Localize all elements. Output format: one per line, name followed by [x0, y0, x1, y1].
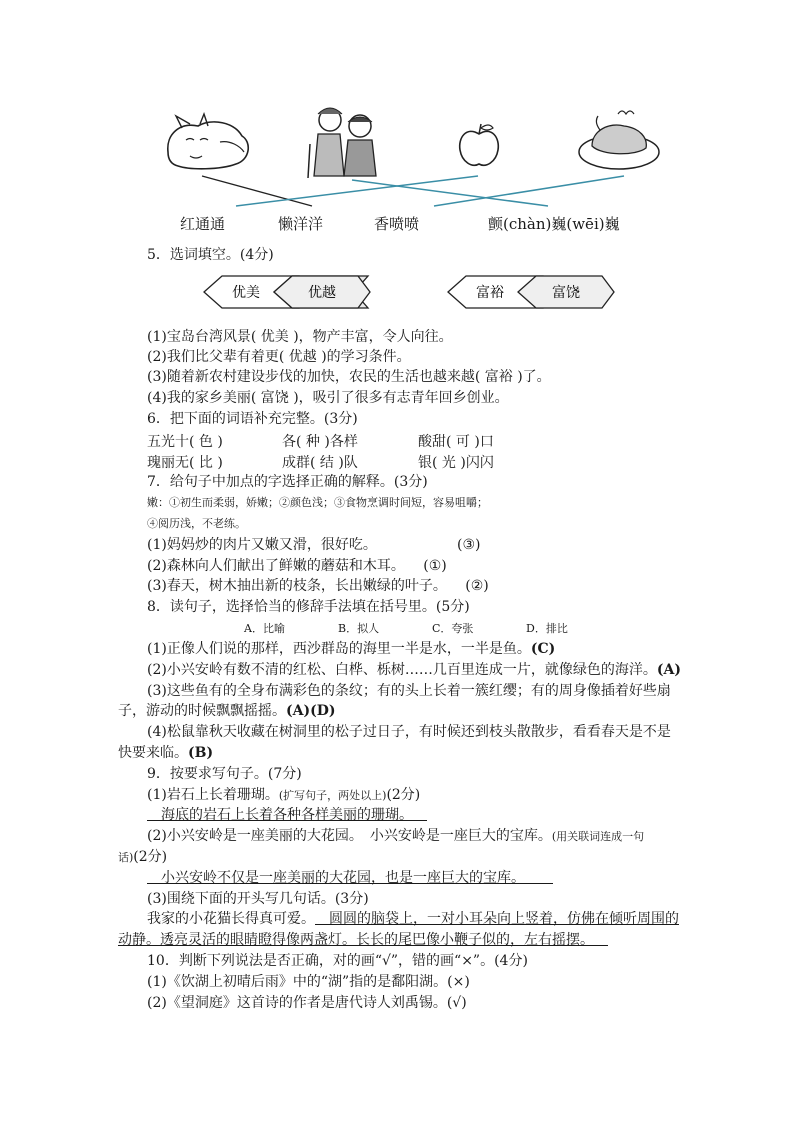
match-label-2: 懒洋洋 [278, 215, 324, 233]
q6-cell-2: 各( 种 )各样 [282, 434, 358, 450]
q9-answer-2: 小兴安岭不仅是一座美丽的大花园，也是一座巨大的宝库。 [161, 870, 525, 886]
q8-answer-2: (A) [656, 662, 681, 678]
match-label-4: 颤(chàn)巍(wēi)巍 [488, 215, 620, 233]
q10-item-1: (1)《饮湖上初晴后雨》中的“湖”指的是鄱阳湖。(×) [147, 974, 470, 990]
q8-answer-4: (B) [188, 745, 214, 761]
q7-answer-2: (①) [423, 558, 447, 574]
q10-title: 10．判断下列说法是否正确，对的画“√”，错的画“×”。(4分) [147, 953, 528, 969]
q7-item-2: (2)森林向人们献出了鲜嫩的蘑菇和木耳。 (①) [147, 558, 447, 574]
q10-answer-1: (×) [447, 974, 470, 990]
q9-title: 9．按要求写句子。(7分) [147, 766, 302, 782]
q6-cell-1: 五光十( 色 ) [147, 434, 223, 450]
q9-prompt-2-cont: 话)(2分) [118, 849, 168, 865]
q7-item-3: (3)春天，树木抽出新的枝条，长出嫩绿的叶子。 (②) [147, 578, 489, 594]
q6-cell-5: 成群( 结 )队 [282, 455, 358, 471]
q7-answer-3: (②) [465, 578, 489, 594]
q8-sentence-3a: (3)这些鱼有的全身布满彩色的条纹；有的头上长着一簇红缨；有的周身像插着好些扇 [147, 683, 671, 699]
q5-item-1: (1)宝岛台湾风景( 优美 )，物产丰富，令人向往。 [147, 329, 453, 345]
q8-answer-3: (A)(D) [286, 703, 336, 719]
word-box-1 [202, 274, 372, 310]
q8-option-c: C．夸张 [432, 622, 474, 635]
word-youyue: 优越 [308, 285, 336, 301]
match-line-4 [434, 176, 624, 206]
q9-prompt-3: (3)围绕下面的开头写几句话。(3分) [147, 891, 369, 907]
q8-sentence-1: (1)正像人们说的那样，西沙群岛的海里一半是水，一半是鱼。(C) [147, 641, 556, 657]
q9-prompt-1: (1)岩石上长着珊瑚。(扩写句子，两处以上)(2分) [147, 787, 421, 803]
word-box-2 [446, 274, 616, 310]
q8-sentence-2: (2)小兴安岭有数不清的红松、白桦、栎树……几百里连成一片，就像绿色的海洋。(A) [147, 662, 681, 678]
q7-item-1: (1)妈妈炒的肉片又嫩又滑，很好吃。 (③) [147, 537, 481, 553]
q6-title: 6．把下面的词语补充完整。(3分) [147, 411, 358, 427]
q5-item-2: (2)我们比父辈有着更( 优越 )的学习条件。 [147, 349, 411, 365]
q10-answer-2: (√) [446, 995, 467, 1011]
q8-sentence-4a: (4)松鼠靠秋天收藏在树洞里的松子过日子，有时候还到枝头散散步，看看春天是不是 [147, 724, 671, 740]
q7-definition-2: ④阅历浅，不老练。 [147, 517, 246, 530]
q8-answer-1: (C) [530, 641, 556, 657]
q6-cell-3: 酸甜( 可 )口 [418, 434, 494, 450]
q8-option-d: D．排比 [526, 622, 568, 635]
q8-option-b: B．拟人 [338, 622, 380, 635]
match-label-1: 红通通 [180, 215, 226, 233]
word-furao: 富饶 [552, 285, 580, 301]
word-youmei: 优美 [232, 285, 260, 301]
q9-note-1: (扩写句子，两处以上) [278, 789, 387, 802]
q9-answer-3a: 我家的小花猫长得真可爱。 圆圆的脑袋上，一对小耳朵向上竖着，仿佛在倾听周围的 [147, 911, 679, 927]
q9-prompt-2: (2)小兴安岭是一座美丽的大花园。 小兴安岭是一座巨大的宝库。(用关联词连成一句 [147, 828, 645, 844]
match-line-1 [202, 176, 312, 206]
q5-title: 5．选词填空。(4分) [147, 247, 274, 263]
match-label-3: 香喷喷 [374, 215, 420, 233]
q7-definition-1: 嫩：①初生而柔弱，娇嫩；②颜色浅；③食物烹调时间短，容易咀嚼； [147, 496, 488, 509]
word-fuyu: 富裕 [476, 285, 504, 301]
q6-cell-6: 银( 光 )闪闪 [418, 455, 494, 471]
q8-title: 8．读句子，选择恰当的修辞手法填在括号里。(5分) [147, 599, 470, 615]
q9-answer-3b: 动静。透亮灵活的眼睛瞪得像两盏灯。长长的尾巴像小鞭子似的，左右摇摆。 [118, 932, 594, 948]
q5-item-4: (4)我的家乡美丽( 富饶 )，吸引了很多有志青年回乡创业。 [147, 390, 509, 406]
q9-note-2: (用关联词连成一句 [551, 830, 645, 843]
q8-sentence-4b: 快要来临。(B) [118, 745, 214, 761]
q9-answer-1: 海底的岩石上长着各种各样美丽的珊瑚。 [161, 807, 413, 823]
q8-sentence-3b: 子，游动的时候飘飘摇摇。(A)(D) [118, 703, 336, 719]
q7-title: 7．给句子中加点的字选择正确的解释。(3分) [147, 474, 428, 490]
q5-item-3: (3)随着新农村建设步伐的加快，农民的生活也越来越( 富裕 )了。 [147, 369, 551, 385]
q6-cell-4: 瑰丽无( 比 ) [147, 455, 223, 471]
q7-answer-1: (③) [457, 537, 481, 553]
q8-option-a: A．比喻 [244, 622, 285, 635]
q10-item-2: (2)《望洞庭》这首诗的作者是唐代诗人刘禹锡。(√) [147, 995, 467, 1011]
